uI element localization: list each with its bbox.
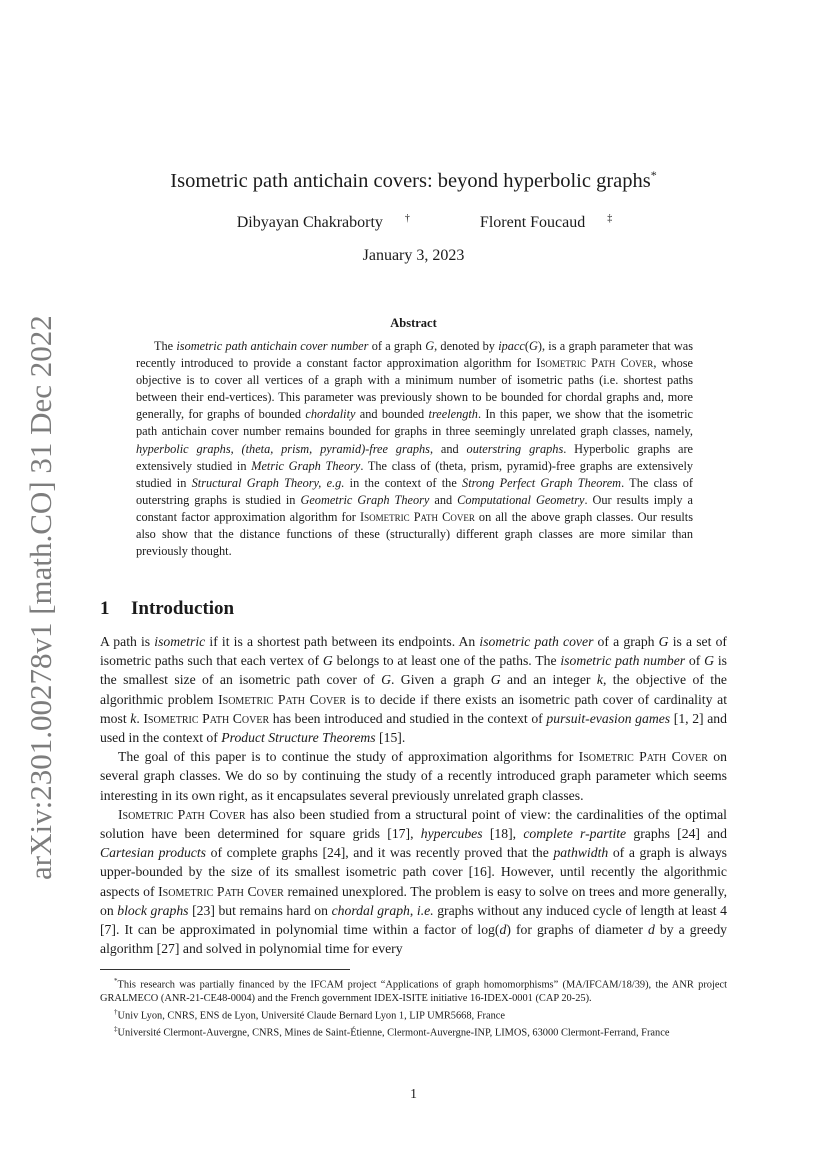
publication-date: January 3, 2023: [362, 247, 465, 264]
paragraph: A path is isometric if it is a shortest path between its endpoints. An isometric path cover of a graph G is a set of isometric paths such that each vertex of G belongs to at least one of the paths. The isometric path number of G is the smallest size of an isometric path cover of G. Given a graph G and an integer k, the objective of the algorithmic problem Isometric Path Cover is to decide if there exists an isometric path cover of cardinality at most k. Isometric Path Cover has been introduced and studied in the context of pursuit-evasion games [1, 2] and used in the context of Product Structure Theorems [15].: [100, 634, 728, 746]
arxiv-identifier: arXiv:2301.00278v1 [math.CO] 31 Dec 2022: [23, 315, 58, 880]
author-list: [100, 213, 727, 232]
footnote: †Univ Lyon, CNRS, ENS de Lyon, Université Claude Bernard Lyon 1, LIP UMR5668, France: [114, 1008, 505, 1022]
paper-title: Isometric path antichain covers: beyond hyperbolic graphs*: [170, 168, 657, 192]
footnotes: [100, 975, 727, 1041]
footnote: ‡Université Clermont-Auvergne, CNRS, Mines de Saint-Étienne, Clermont-Auvergne-INP, LIMOS, 63000 Clermont-Ferrand, France: [114, 1025, 670, 1039]
author: Dibyayan Chakraborty †: [236, 213, 410, 232]
footnote: *This research was partially financed by the IFCAM project “Applications of graph homomorphisms” (MA/IFCAM/18/39), the ANR project GRALMECO (ANR-21-CE48-0004) and the French government IDEX-ISITE initiative 16-IDEX-0001 (CAP 20-25).: [100, 977, 727, 1005]
footnote-divider: [100, 969, 350, 970]
abstract-heading: Abstract: [390, 316, 437, 330]
introduction-body: [100, 632, 727, 958]
section-heading-introduction: 1 Introduction: [100, 598, 235, 619]
abstract-body: The isometric path antichain cover number of a graph G, denoted by ipacc(G), is a graph parameter that was recently introduced to provide a constant factor approximation algorithm for Isometric Path Cover, whose objective is to cover all vertices of a graph with a minimum number of isometric paths (i.e. shortest paths between their end-vertices). This parameter was previously shown to be bounded for chordal graphs and, more generally, for graphs of bounded chordality and bounded treelength. In this paper, we show that the isometric path antichain cover number remains bounded for graphs in three seemingly unrelated graph classes, namely, hyperbolic graphs, (theta, prism, pyramid)-free graphs, and outerstring graphs. Hyperbolic graphs are extensively studied in Metric Graph Theory. The class of (theta, prism, pyramid)-free graphs are extensively studied in Structural Graph Theory, e.g. in the context of the Strong Perfect Graph Theorem. The class of outerstring graphs is studied in Geometric Graph Theory and Computational Geometry. Our results imply a constant factor approximation algorithm for Isometric Path Cover on all the above graph classes. Our results also show that the distance functions of these (structurally) different graph classes are more similar than previously thought.: [136, 339, 694, 559]
author: Florent Foucaud ‡: [479, 213, 613, 232]
paragraph: The goal of this paper is to continue the study of approximation algorithms for Isometric Path Cover on several graph classes. We do so by continuing the study of a recently introduced graph parameter which seems interesting in its own right, as it encapsulates several previously unrelated graph classes.: [100, 749, 727, 803]
page-number: 1: [410, 1086, 417, 1101]
title-footnote-mark: *: [650, 168, 657, 182]
paragraph: Isometric Path Cover has also been studied from a structural point of view: the cardinalities of the optimal solution have been determined for square grids [17], hypercubes [18], complete r-partite graphs [24] and Cartesian products of complete graphs [24], and it was recently proved that the pathwidth of a graph is always upper-bounded by the size of its smallest isometric path cover [16]. However, until recently the algorithmic aspects of Isometric Path Cover remained unexplored. The problem is easy to solve on trees and more generally, on block graphs [23] but remains hard on chordal graph, i.e. graphs without any induced cycle of length at least 4 [7]. It can be approximated in polynomial time within a factor of log(d) for graphs of diameter d by a greedy algorithm [27] and solved in polynomial time for every: [100, 806, 728, 957]
